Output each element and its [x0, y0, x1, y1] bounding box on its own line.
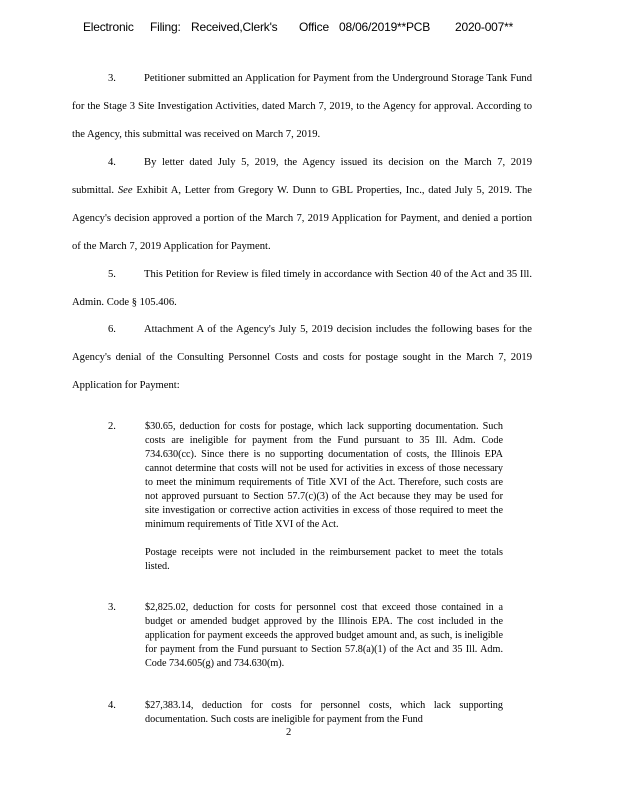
item-number: 3. — [108, 602, 116, 613]
item-paragraph: $2,825.02, deduction for costs for personnel cost that exceed those contained in a budget or amended budget approved by the Illinois EPA. The cost included in the application for payment exceeds the approved budget amount and, as such, is ineligible for payment from the Fund pursuant to Section 57.8(a)(1) of the Act and 35 Ill. Adm. Code 734.605(g) and 734.630(m). — [145, 602, 503, 669]
header-docket: 2020-007** — [455, 20, 514, 34]
paragraph-6 — [72, 316, 532, 400]
paragraph-number: 4. — [108, 157, 116, 168]
item-paragraph: $30.65, deduction for costs for postage, which lack supporting documentation. Such costs are ineligible for payment from the Fund pursuant to 35 Ill. Adm. Code 734.630(cc). Since there is no supporting documentation of costs, the Illinois EPA cannot determine that costs will not be used for activities in excess of those necessary to meet the minimum requirements of Title XVI of the Act. Therefore, such costs are not approved pursuant to Section 57.7(c)(3) of the Act because they may be used for site investigation or corrective action activities in excess of those required to meet the minimum requirements of Title XVI of the Act. — [145, 421, 503, 530]
header-received: Received,Clerk's — [191, 20, 278, 34]
item-body — [145, 420, 503, 574]
paragraph-text-continued: Exhibit A, Letter from Gregory W. Dunn to GBL Properties, Inc., dated July 5, 2019. The Agency's decision approved a portion of the March 7, 2019 Application for Payment, and denied a portion of the March 7, 2019 Application for Payment. — [72, 185, 532, 252]
item-number: 2. — [108, 421, 116, 432]
paragraph-text: This Petition for Review is filed timely in accordance with Section 40 of the Act and 35 Ill. Admin. Code § 105.406. — [72, 269, 532, 308]
paragraph-text: By letter dated July 5, 2019, the Agency issued its decision on the March 7, 2019 submittal. — [72, 157, 532, 196]
item-number: 4. — [108, 700, 116, 711]
paragraph-text: Petitioner submitted an Application for Payment from the Underground Storage Tank Fund for the Stage 3 Site Investigation Activities, dated March 7, 2019, to the Agency for approval. According to the Agency, this submittal was received on March 7, 2019. — [72, 73, 532, 140]
paragraph-4 — [72, 149, 532, 261]
header-office: Office — [299, 20, 329, 34]
see-signal: See — [117, 185, 133, 196]
item-body — [145, 699, 503, 727]
item-body — [145, 601, 503, 671]
paragraph-number: 6. — [108, 324, 116, 335]
header-electronic: Electronic — [83, 20, 134, 34]
header-date: 08/06/2019**PCB — [339, 20, 431, 34]
paragraph-number: 5. — [108, 269, 116, 280]
page-number: 2 — [286, 727, 292, 738]
item-paragraph-note: Postage receipts were not included in the reimbursement packet to meet the totals listed. — [145, 547, 503, 572]
header-filing: Filing: — [150, 20, 181, 34]
item-paragraph: $27,383.14, deduction for costs for personnel costs, which lack supporting documentation. Such costs are ineligible for payment from the Fund — [145, 700, 503, 725]
paragraph-number: 3. — [108, 73, 116, 84]
paragraph-5 — [72, 261, 532, 317]
paragraph-text: Attachment A of the Agency's July 5, 2019 decision includes the following bases for the Agency's denial of the Consulting Personnel Costs and costs for postage sought in the March 7, 2019 Application for Payment: — [72, 324, 532, 391]
paragraph-3 — [72, 65, 532, 149]
